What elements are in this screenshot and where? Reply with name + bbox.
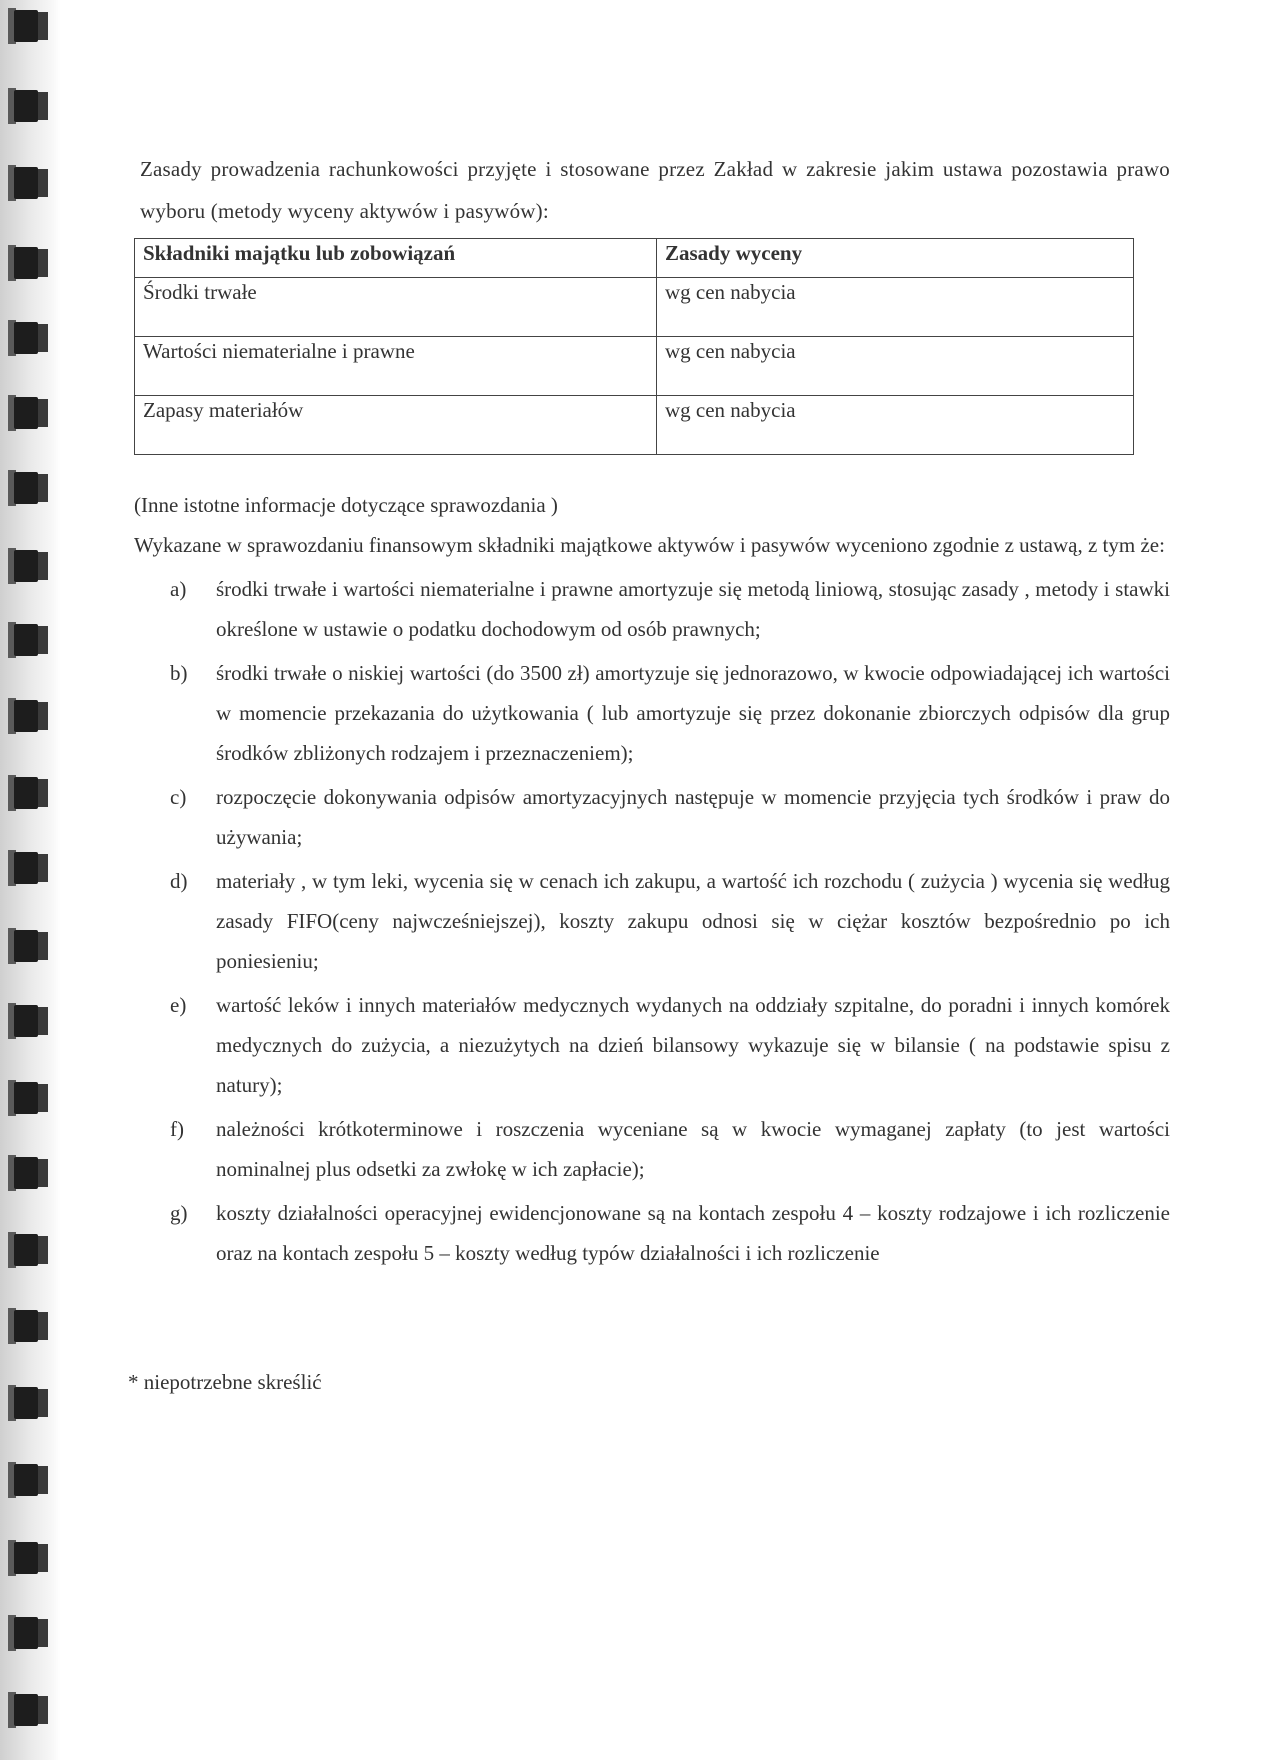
table-cell: Zapasy materiałów bbox=[135, 396, 657, 455]
binding-ring bbox=[8, 850, 52, 886]
table-header: Składniki majątku lub zobowiązań bbox=[135, 239, 657, 278]
binding-ring bbox=[8, 1540, 52, 1576]
rules-list bbox=[140, 569, 1170, 1273]
list-marker: a) bbox=[170, 577, 187, 601]
binding-ring bbox=[8, 88, 52, 124]
list-item bbox=[140, 1193, 1170, 1273]
binding-ring bbox=[8, 470, 52, 506]
intro-text: Zasady prowadzenia rachunkowości przyjęte i stosowane przez Zakład w zakresie jakim ustawa pozostawia prawo wyboru (metody wyceny aktywów i pasywów): bbox=[140, 157, 1170, 223]
list-marker: g) bbox=[170, 1201, 188, 1225]
list-item-text: materiały , w tym leki, wycenia się w cenach ich zakupu, a wartość ich rozchodu ( zużycia ) wycenia się według zasady FIFO(ceny najwcześniejszej), koszty zakupu odnosi się w ciężar kosztów bezpośrednio po ich poniesieniu; bbox=[216, 869, 1170, 973]
table-cell: wg cen nabycia bbox=[657, 337, 1134, 396]
table-row bbox=[135, 396, 1134, 455]
binding-strip bbox=[0, 0, 60, 1760]
binding-ring bbox=[8, 1003, 52, 1039]
binding-ring bbox=[8, 1155, 52, 1191]
binding-ring bbox=[8, 775, 52, 811]
binding-ring bbox=[8, 8, 52, 44]
binding-ring bbox=[8, 1462, 52, 1498]
table-header-row bbox=[135, 239, 1134, 278]
binding-ring bbox=[8, 548, 52, 584]
list-item-text: należności krótkoterminowe i roszczenia wyceniane są w kwocie wymaganej zapłaty (to jest wartości nominalnej plus odsetki za zwłokę w ich zapłacie); bbox=[216, 1117, 1170, 1181]
list-marker: b) bbox=[170, 661, 188, 685]
section-title: (Inne istotne informacje dotyczące sprawozdania ) bbox=[134, 493, 558, 517]
list-marker: f) bbox=[170, 1117, 184, 1141]
list-item bbox=[140, 985, 1170, 1105]
table-cell: Wartości niematerialne i prawne bbox=[135, 337, 657, 396]
list-item-text: środki trwałe i wartości niematerialne i prawne amortyzuje się metodą liniową, stosując zasady , metody i stawki określone w ustawie o podatku dochodowym od osób prawnych; bbox=[216, 577, 1170, 641]
table-header: Zasady wyceny bbox=[657, 239, 1134, 278]
binding-ring bbox=[8, 1615, 52, 1651]
list-item bbox=[140, 861, 1170, 981]
binding-ring bbox=[8, 1385, 52, 1421]
table-cell: Środki trwałe bbox=[135, 278, 657, 337]
binding-ring bbox=[8, 395, 52, 431]
document-body bbox=[134, 148, 1170, 1277]
list-marker: d) bbox=[170, 869, 188, 893]
binding-ring bbox=[8, 165, 52, 201]
paragraph: Wykazane w sprawozdaniu finansowym składniki majątkowe aktywów i pasywów wyceniono zgodnie z ustawą, z tym że: bbox=[134, 533, 1165, 557]
binding-ring bbox=[8, 1308, 52, 1344]
list-marker: e) bbox=[170, 993, 187, 1017]
binding-ring bbox=[8, 928, 52, 964]
table-cell: wg cen nabycia bbox=[657, 396, 1134, 455]
binding-ring bbox=[8, 1232, 52, 1268]
binding-ring bbox=[8, 245, 52, 281]
table-row bbox=[135, 278, 1134, 337]
list-item-text: środki trwałe o niskiej wartości (do 3500 zł) amortyzuje się jednorazowo, w kwocie odpowiadającej ich wartości w momencie przekazania do użytkowania ( lub amortyzuje się przez dokonanie zbiorczych odpisów dla grup środków zbliżonych rodzajem i przeznaczeniem); bbox=[216, 661, 1170, 765]
list-item bbox=[140, 569, 1170, 649]
valuation-table bbox=[134, 238, 1134, 455]
table-cell: wg cen nabycia bbox=[657, 278, 1134, 337]
list-item-text: koszty działalności operacyjnej ewidencjonowane są na kontach zespołu 4 – koszty rodzajowe i ich rozliczenie oraz na kontach zespołu 5 – koszty według typów działalności i ich rozliczenie bbox=[216, 1201, 1170, 1265]
list-marker: c) bbox=[170, 785, 187, 809]
binding-ring bbox=[8, 622, 52, 658]
list-item-text: wartość leków i innych materiałów medycznych wydanych na oddziały szpitalne, do poradni i innych komórek medycznych do zużycia, a niezużytych na dzień bilansowy wykazuje się w bilansie ( na podstawie spisu z natury); bbox=[216, 993, 1170, 1097]
list-item bbox=[140, 1109, 1170, 1189]
list-item bbox=[140, 777, 1170, 857]
binding-ring bbox=[8, 320, 52, 356]
list-item bbox=[140, 653, 1170, 773]
footnote: * niepotrzebne skreślić bbox=[128, 1370, 322, 1394]
binding-ring bbox=[8, 1692, 52, 1728]
binding-ring bbox=[8, 698, 52, 734]
binding-ring bbox=[8, 1080, 52, 1116]
list-item-text: rozpoczęcie dokonywania odpisów amortyzacyjnych następuje w momencie przyjęcia tych środków i praw do używania; bbox=[216, 785, 1170, 849]
table-row bbox=[135, 337, 1134, 396]
